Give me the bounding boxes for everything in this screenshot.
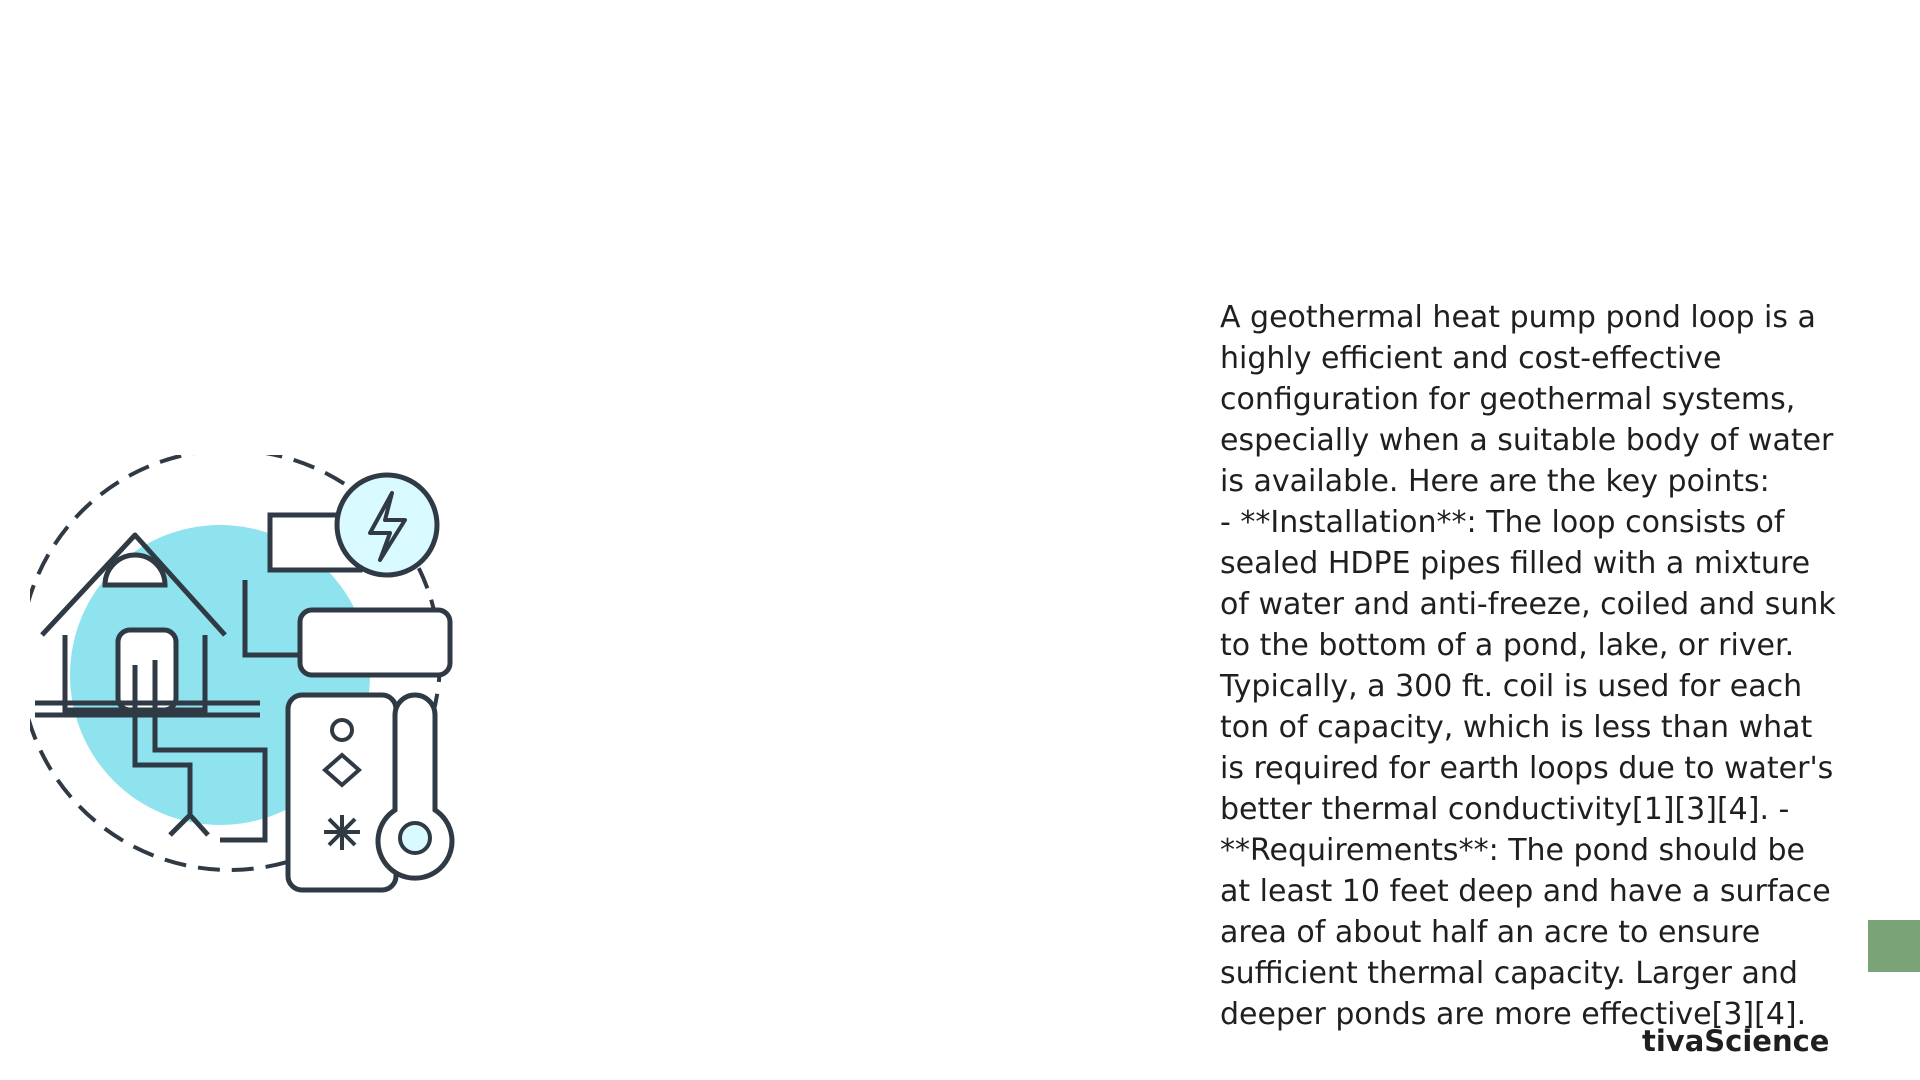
geothermal-illustration <box>30 455 500 905</box>
corner-tab <box>1868 920 1920 972</box>
brand-name: tivaScience <box>1642 1024 1830 1058</box>
geothermal-home-system-icon <box>30 455 500 905</box>
article-paragraph: A geothermal heat pump pond loop is a highly efficient and cost-effective configuration for geothermal systems, especially when a suitable body of water is available. Here are the key points: - **Installation**: The loop consists of sealed HDPE pipes filled with a mixture of water and anti-freeze, coiled and sunk to the bottom of a pond, lake, or river. Typically, a 300 ft. coil is used for each ton of capacity, which is less than what is required for earth loops due to water's better thermal conductivity[1][3][4]. - **Requirements**: The pond should be at least 10 feet deep and have a surface area of about half an acre to ensure sufficient thermal capacity. Larger and deeper ponds are more effective[3][4]. <box>1220 300 1836 1032</box>
